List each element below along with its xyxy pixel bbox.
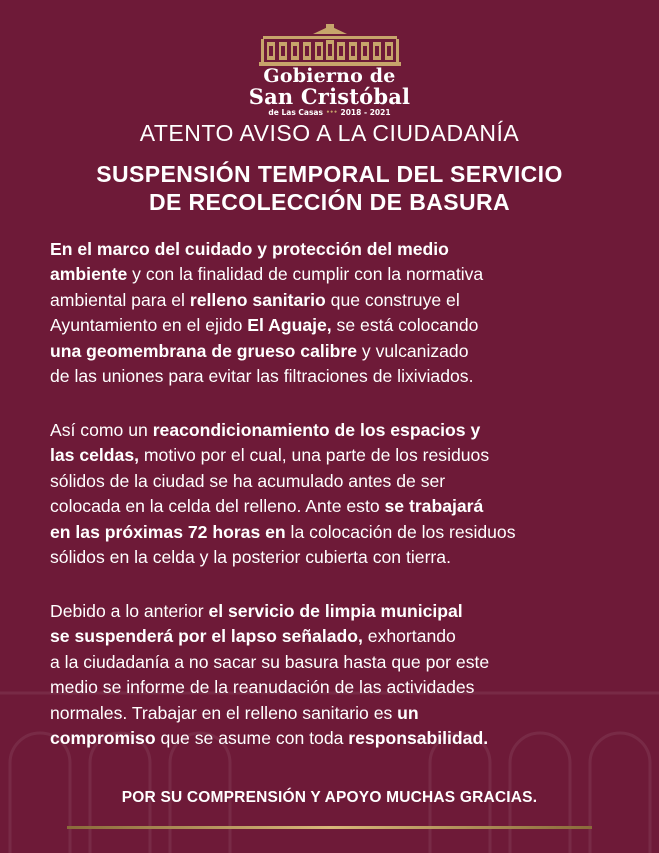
logo-municipality: de Las Casas bbox=[268, 108, 323, 117]
p3-seg: responsabilidad. bbox=[348, 728, 489, 749]
p1-seg: En el marco del cuidado y protección del medio bbox=[50, 239, 449, 259]
p2-seg: la colocación de los residuos bbox=[285, 521, 516, 542]
p1-seg: de las uniones para evitar las filtraciones de lixiviados. bbox=[50, 366, 474, 387]
p2-seg: sólidos de la ciudad se ha acumulado antes de ser bbox=[50, 470, 446, 491]
p2-seg: en las próximas 72 horas en bbox=[50, 521, 286, 542]
p2-seg: motivo por el cual, una parte de los residuos bbox=[139, 445, 490, 466]
p3-seg: el servicio de limpia municipal bbox=[208, 601, 463, 621]
p1-seg: una geomembrana de grueso calibre bbox=[50, 340, 358, 361]
logo-dots: ••• bbox=[325, 109, 338, 116]
government-logo bbox=[0, 24, 659, 118]
p1-seg: Ayuntamiento en el ejido bbox=[50, 315, 248, 336]
p1-seg: relleno sanitario bbox=[189, 289, 326, 310]
logo-subtitle bbox=[268, 108, 390, 118]
notice-heading: ATENTO AVISO A LA CIUDADANÍA bbox=[139, 120, 520, 146]
p2-seg: reacondicionamiento de los espacios y bbox=[152, 420, 481, 440]
p3-seg: medio se informe de la reanudación de las actividades bbox=[50, 677, 475, 698]
p1-seg: y vulcanizado bbox=[357, 340, 469, 361]
logo-years: 2018 - 2021 bbox=[340, 108, 391, 117]
paragraph-2 bbox=[50, 418, 625, 570]
gold-divider bbox=[67, 826, 592, 829]
p2-seg: Así como un bbox=[50, 420, 153, 440]
p3-seg: se suspenderá por el lapso señalado, bbox=[50, 626, 363, 647]
p2-seg: se trabajará bbox=[384, 496, 484, 517]
p1-seg: y con la finalidad de cumplir con la normativa bbox=[127, 264, 484, 285]
p3-seg: compromiso bbox=[50, 728, 156, 749]
paragraph-3 bbox=[50, 599, 625, 751]
p1-seg: ambiental para el bbox=[50, 289, 190, 310]
government-palace-icon bbox=[255, 24, 405, 66]
headline bbox=[0, 160, 659, 216]
p2-seg: las celdas, bbox=[50, 445, 140, 466]
p1-seg: que construye el bbox=[325, 289, 460, 310]
p2-seg: sólidos en la celda y la posterior cubierta con tierra. bbox=[50, 547, 451, 568]
p2-seg: colocada en la celda del relleno. Ante esto bbox=[50, 496, 385, 517]
headline-line1: SUSPENSIÓN TEMPORAL DEL SERVICIO bbox=[96, 161, 563, 187]
logo-title-line2: San Cristóbal bbox=[248, 84, 411, 109]
p3-seg: a la ciudadanía a no sacar su basura hasta que por este bbox=[50, 651, 490, 672]
p1-seg: ambiente bbox=[50, 264, 128, 285]
headline-line2: DE RECOLECCIÓN DE BASURA bbox=[148, 189, 510, 215]
p3-seg: que se asume con toda bbox=[155, 728, 349, 749]
closing-thanks: POR SU COMPRENSIÓN Y APOYO MUCHAS GRACIAS. bbox=[121, 789, 538, 806]
p3-seg: Debido a lo anterior bbox=[50, 601, 209, 621]
logo-title-line1: Gobierno de bbox=[263, 65, 396, 87]
p1-seg: se está colocando bbox=[331, 315, 479, 336]
p3-seg: normales. Trabajar en el relleno sanitario es bbox=[50, 702, 398, 723]
p3-seg: exhortando bbox=[362, 626, 456, 647]
p1-seg: El Aguaje, bbox=[247, 315, 332, 336]
p3-seg: un bbox=[397, 702, 419, 723]
paragraph-1 bbox=[50, 237, 625, 389]
